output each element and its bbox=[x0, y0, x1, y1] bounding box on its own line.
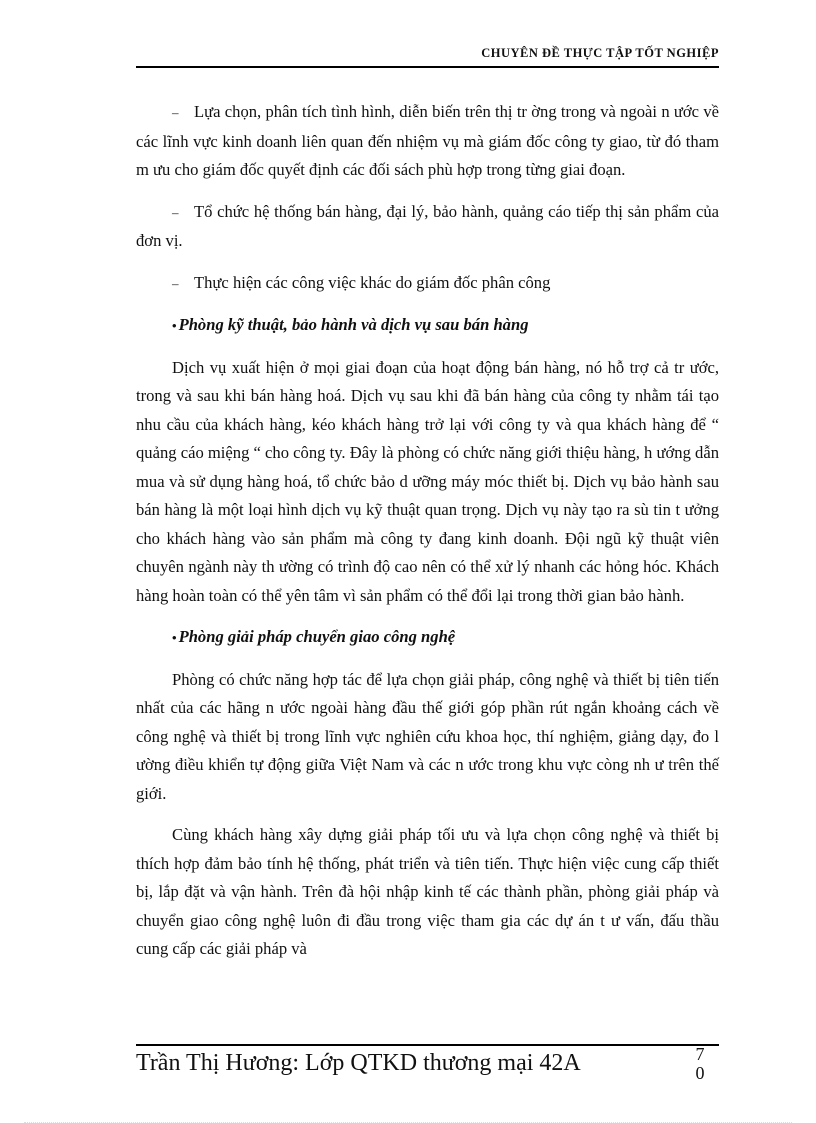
dash-bullet-icon: – bbox=[172, 275, 179, 291]
header-divider bbox=[136, 66, 719, 68]
dash-bullet-icon: – bbox=[172, 105, 179, 120]
footer-author: Trần Thị Hương: Lớp QTKD thương mại 42A bbox=[136, 1050, 581, 1076]
list-item: – Tổ chức hệ thống bán hàng, đại lý, bảo hành, quảng cáo tiếp thị sản phẩm của đơn vị. bbox=[136, 198, 719, 256]
list-item: – Lựa chọn, phân tích tình hình, diễn biến trên thị tr ờng trong và ngoài n ước về các lĩnh vực kinh doanh liên quan đến nhiệm vụ mà giám đốc công ty giao, từ đó tham m ưu cho giám đốc quyết định các đối sách phù hợp trong từng giai đoạn. bbox=[136, 98, 719, 185]
section-paragraph: Dịch vụ xuất hiện ở mọi giai đoạn của hoạt động bán hàng, nó hỗ trợ cả tr ước, trong và sau khi bán hàng hoá. Dịch vụ sau khi đã bán hàng của công ty nhằm tái tạo nhu cầu của khách hàng, kéo khách hàng trở lại với công ty và qua khách hàng để “ quảng cáo miệng “ cho công ty. Đây là phòng có chức năng giới thiệu hàng, h ướng dẫn mua và sử dụng hàng hoá, tổ chức bảo d ưỡng máy móc thiết bị. Dịch vụ bảo hành sau bán hàng là một loại hình dịch vụ kỹ thuật quan trọng. Dịch vụ này tạo ra sù tin t ưởng cho khách hàng vào sản phẩm mà công ty đang kinh doanh. Đội ngũ kỹ thuật viên chuyên ngành này th ường có trình độ cao nên có thể xử lý nhanh các hỏng hóc. Khách hàng hoàn toàn có thể yên tâm vì sản phẩm có thể đổi lại trong thời gian bảo hành. bbox=[136, 357, 719, 605]
dash-bullet-list bbox=[136, 98, 719, 298]
section-heading-technical: • Phòng kỹ thuật, bảo hành và dịch vụ sau bán hàng bbox=[172, 315, 529, 334]
footer-divider bbox=[136, 1044, 719, 1046]
bullet-dot-icon: • bbox=[172, 630, 177, 645]
document-body bbox=[136, 98, 719, 977]
section-heading-solutions: • Phòng giải pháp chuyển giao công nghệ bbox=[172, 627, 456, 646]
page-number: 7 0 bbox=[695, 1044, 705, 1083]
dash-bullet-icon: – bbox=[172, 204, 179, 220]
bullet-dot-icon: • bbox=[172, 318, 177, 333]
section-paragraph: Phòng có chức năng hợp tác để lựa chọn giải pháp, công nghệ và thiết bị tiên tiến nhất của các hãng n ước ngoài hàng đầu thế giới góp phần rút ngắn khoảng cách về công nghệ và thiết bị trong lĩnh vực nghiên cứu khoa học, thí nghiệm, giảng dạy, đo l ường điều khiển tự động giữa Việt Nam và các n ước trong khu vực còng nh ư trên thế giới. bbox=[136, 669, 719, 803]
list-item: – Thực hiện các công việc khác do giám đốc phân công bbox=[136, 269, 719, 299]
section-paragraph: Cùng khách hàng xây dựng giải pháp tối ưu và lựa chọn công nghệ và thiết bị thích hợp đảm bảo tính hệ thống, phát triển và tiên tiến. Thực hiện việc cung cấp thiết bị, lắp đặt và vận hành. Trên đà hội nhập kinh tế các thành phần, phòng giải pháp và chuyển giao công nghệ luôn đi đầu trong việc tham gia các dự án t ư vấn, đấu thầu cung cấp các giải pháp và bbox=[136, 825, 719, 958]
page-header-title: CHUYÊN ĐỀ THỰC TẬP TỐT NGHIỆP bbox=[481, 46, 719, 60]
